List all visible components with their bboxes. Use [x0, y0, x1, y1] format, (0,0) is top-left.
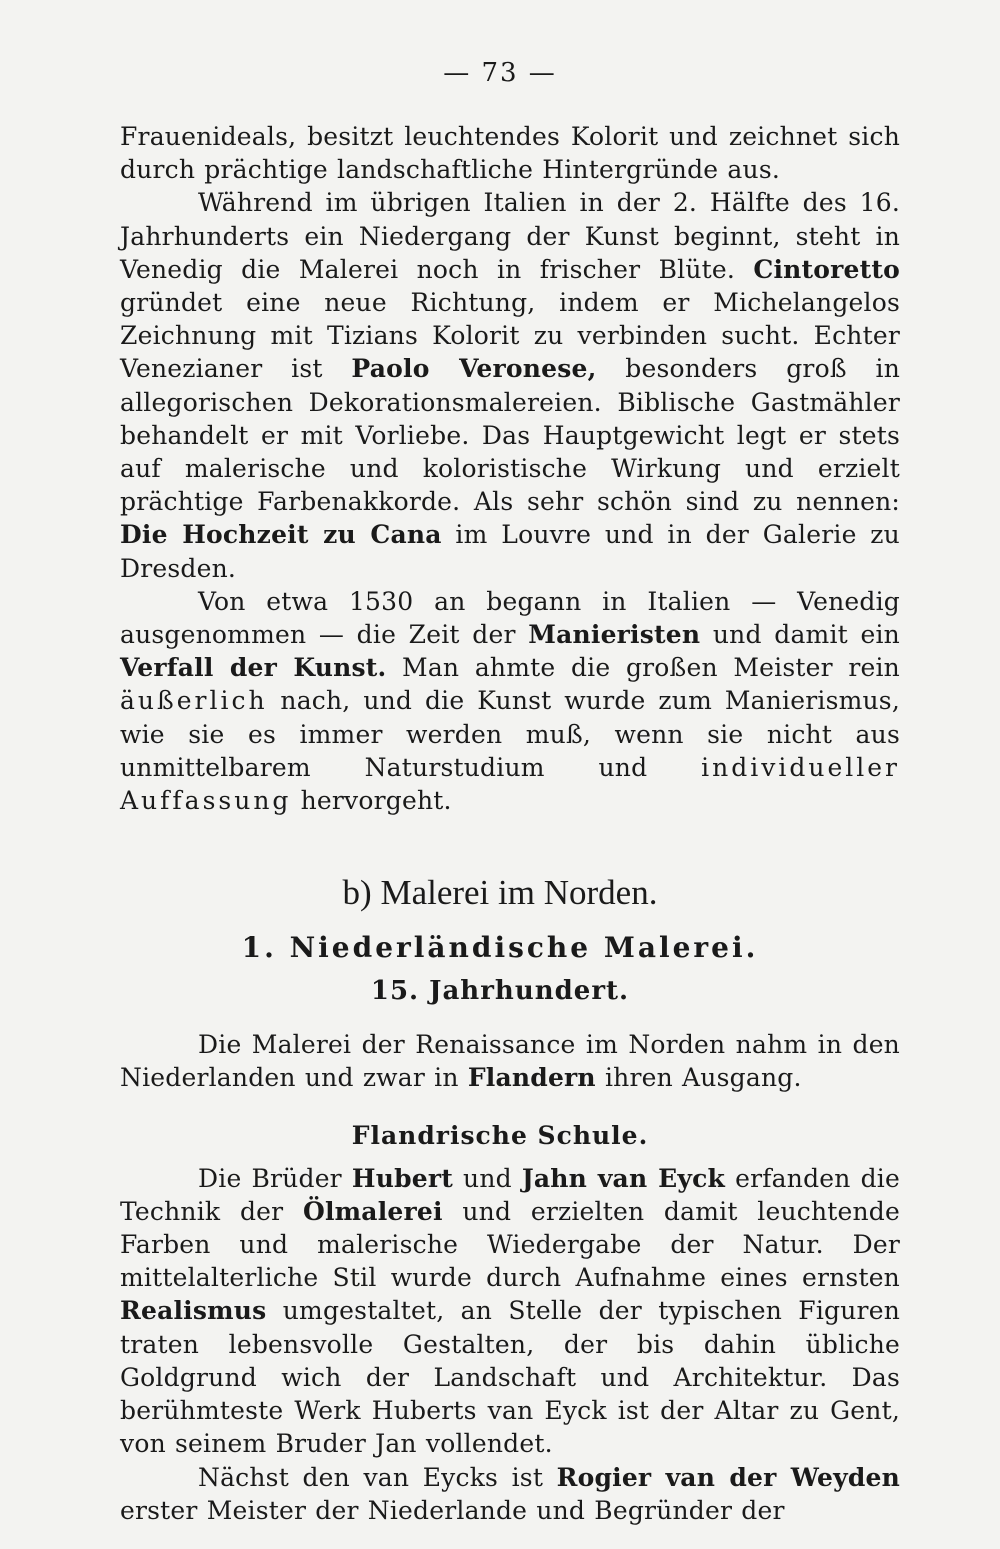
text-run: hervorgeht.	[291, 786, 452, 816]
text-run: umgestaltet, an Stelle der typischen Figuren traten lebensvolle Gestalten, der bis dahin übliche Goldgrund wich der Landschaft und Architektur. Das berühmteste Werk Huberts van Eyck ist der Altar zu Gent, von seinem Bruder Jan vollendet.	[120, 1296, 900, 1459]
paragraph-manierismus	[120, 585, 900, 817]
name-veronese: Paolo Veronese,	[351, 354, 597, 384]
text-run: und erzielten damit leuchtende Farben und malerische Wiedergabe der Natur. Der mittelalterliche Stil wurde durch Aufnahme eines ernsten	[120, 1196, 900, 1293]
text-run: gründet eine neue Richtung, indem er Michelangelos Zeichnung mit Tizians Kolorit zu verbinden sucht. Echter Venezianer ist	[120, 288, 900, 384]
school-heading: Flandrische Schule.	[351, 1120, 649, 1150]
paragraph-continuation: Frauenideals, besitzt leuchtendes Kolorit und zeichnet sich durch prächtige landschaftliche Hintergründe aus.	[120, 122, 900, 185]
term-verfall-der-kunst: Verfall der Kunst.	[120, 653, 387, 683]
section-heading: b) Malerei im Norden.	[342, 873, 658, 913]
place-flandern: Flandern	[467, 1063, 596, 1093]
paragraph-renaissance-norden	[120, 1028, 900, 1094]
spaced-individueller-auffassung: individueller Auffassung	[120, 752, 900, 816]
paragraph-van-eyck	[120, 1162, 900, 1461]
name-tintoretto: Cintoretto	[753, 254, 900, 284]
text-run: erster Meister der Niederlande und Begründer der	[120, 1495, 785, 1525]
text-run: nach, und die Kunst wurde zum Manierismus, wie sie es immer werden muß, wenn sie nicht aus unmittelbarem Naturstudium und	[120, 686, 900, 782]
text-run: erfanden die Technik der	[120, 1163, 900, 1226]
text-run: ihren Ausgang.	[595, 1063, 802, 1093]
paragraph-weyden	[120, 1461, 900, 1527]
work-hochzeit-zu-cana: Die Hochzeit zu Cana	[120, 520, 442, 550]
name-hubert: Hubert	[351, 1163, 453, 1193]
term-manieristen: Manieristen	[528, 620, 701, 650]
text-run: Während im übrigen Italien in der 2. Hälfte des 16. Jahrhunderts ein Niedergang der Kunst beginnt, steht in Venedig die Malerei noch in frischer Blüte.	[120, 188, 900, 284]
text-run: Man ahmte die großen Meister rein	[386, 653, 900, 683]
subsection-heading: 1. Niederländische Malerei.	[241, 931, 759, 965]
text-run: besonders groß in allegorischen Dekorationsmalereien. Biblische Gastmähler behandelt er mit Vorliebe. Das Hauptgewicht legt er stets auf malerische und koloristische Wirkung und erzielt prächtige Farbenakkorde. Als sehr schön sind zu nennen:	[120, 354, 900, 517]
page-number: — 73 —	[443, 58, 557, 88]
paragraph-venice	[120, 186, 900, 584]
text-run: im Louvre und in der Galerie zu Dresden.	[120, 520, 900, 583]
term-oelmalerei: Ölmalerei	[302, 1196, 443, 1226]
name-jahn-van-eyck: Jahn van Eyck	[521, 1163, 726, 1193]
text-run: und	[452, 1163, 522, 1193]
text-run: Die Brüder	[198, 1163, 352, 1193]
name-rogier-van-der-weyden: Rogier van der Weyden	[556, 1462, 901, 1492]
text-run: Von etwa 1530 an begann in Italien — Venedig ausgenommen — die Zeit der	[120, 586, 900, 650]
century-heading: 15. Jahrhundert.	[370, 976, 630, 1007]
term-realismus: Realismus	[120, 1296, 267, 1326]
spaced-aeusserlich: äußerlich	[120, 686, 268, 716]
text-run: Die Malerei der Renaissance im Norden nahm in den Niederlanden und zwar in	[120, 1030, 900, 1093]
text-run: und damit ein	[700, 620, 900, 650]
text-run: Nächst den van Eycks ist	[198, 1462, 557, 1492]
